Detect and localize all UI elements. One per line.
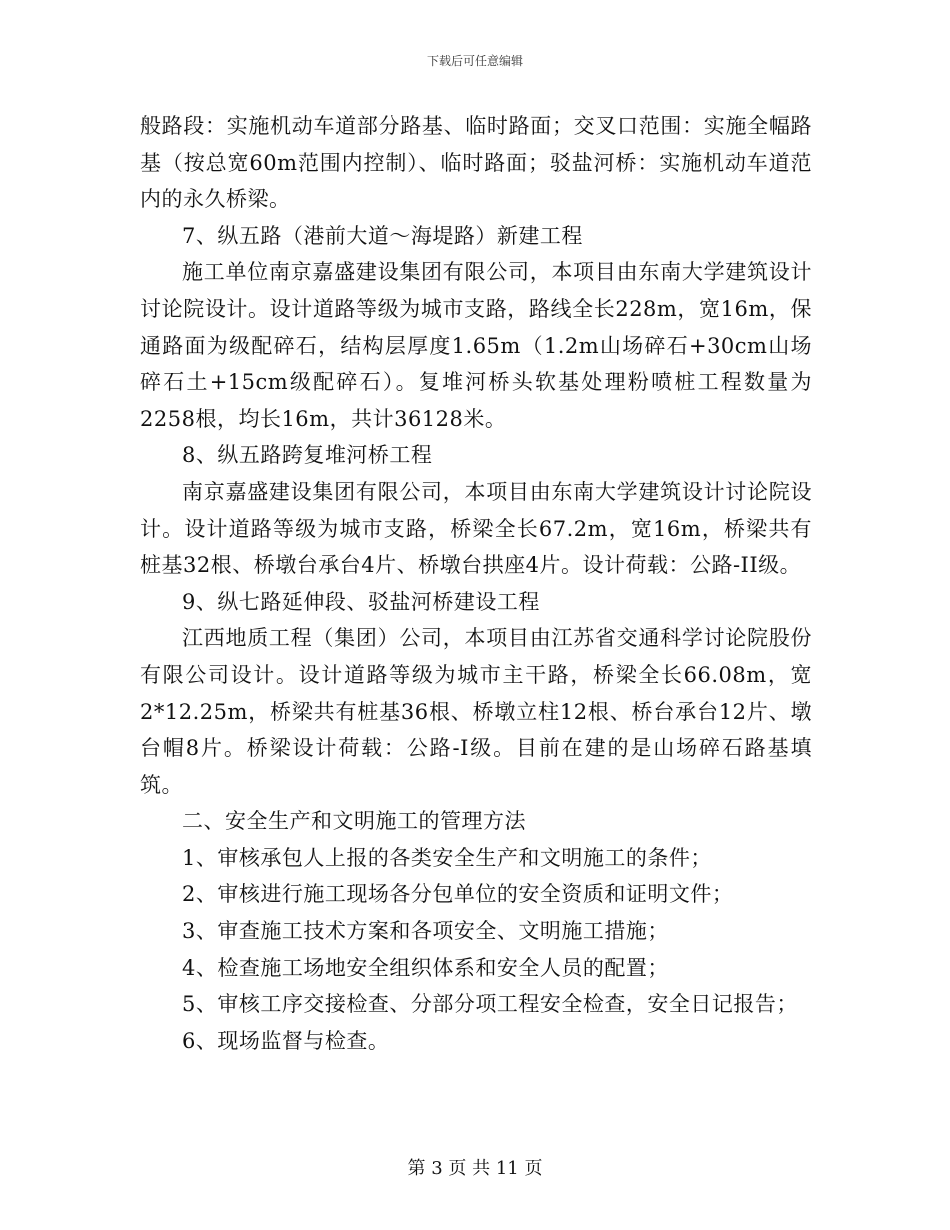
paragraph-item-9-detail: 江西地质工程（集团）公司，本项目由江苏省交通科学讨论院股份有限公司设计。设计道路等级为城市主干路，桥梁全长66.08m，宽2*12.25m，桥梁共有桩基36根、桥墩立柱12根、桥台承台12片、墩台帽8片。桥梁设计荷载：公路-I级。目前在建的是山场碎石路基填筑。 [140,626,812,797]
page-header: 下载后可任意编辑 [426,54,523,68]
list-item: 2、审核进行施工现场各分包单位的安全资质和证明文件； [182,882,734,907]
list-item: 3、审查施工技术方案和各项安全、文明施工措施； [182,919,669,944]
list-item: 4、检查施工场地安全组织体系和安全人员的配置； [182,955,669,980]
heading-item-8: 8、纵五路跨复堆河桥工程 [182,443,433,468]
paragraph-item-8-detail: 南京嘉盛建设集团有限公司，本项目由东南大学建筑设计讨论院设计。设计道路等级为城市支路，桥梁全长67.2m，宽16m，桥梁共有桩基32根、桥墩台承台4片、桥墩台拱座4片。设计荷载：公路-II级。 [140,479,812,578]
heading-item-9: 9、纵七路延伸段、驳盐河桥建设工程 [182,589,540,614]
document-body [140,108,812,1059]
list-item: 5、审核工序交接检查、分部分项工程安全检查，安全日记报告； [182,992,798,1017]
list-item: 6、现场监督与检查。 [182,1028,390,1053]
paragraph-1: 般路段：实施机动车道部分路基、临时路面；交叉口范围：实施全幅路基（按总宽60m范围内控制）、临时路面；驳盐河桥：实施机动车道范内的永久桥梁。 [140,114,812,212]
section-heading-2: 二、安全生产和文明施工的管理方法 [182,809,526,834]
page-footer: 第 3 页 共 11 页 [407,1158,543,1179]
paragraph-item-7-detail: 施工单位南京嘉盛建设集团有限公司，本项目由东南大学建筑设计讨论院设计。设计道路等级为城市支路，路线全长228m，宽16m，保通路面为级配碎石，结构层厚度1.65m（1.2m山场碎石+30cm山场碎石土+15cm级配碎石）。复堆河桥头软基处理粉喷桩工程数量为2258根，均长16m，共计36128米。 [140,260,812,431]
list-item: 1、审核承包人上报的各类安全生产和文明施工的条件； [182,845,712,870]
heading-item-7: 7、纵五路（港前大道～海堤路）新建工程 [182,223,583,248]
